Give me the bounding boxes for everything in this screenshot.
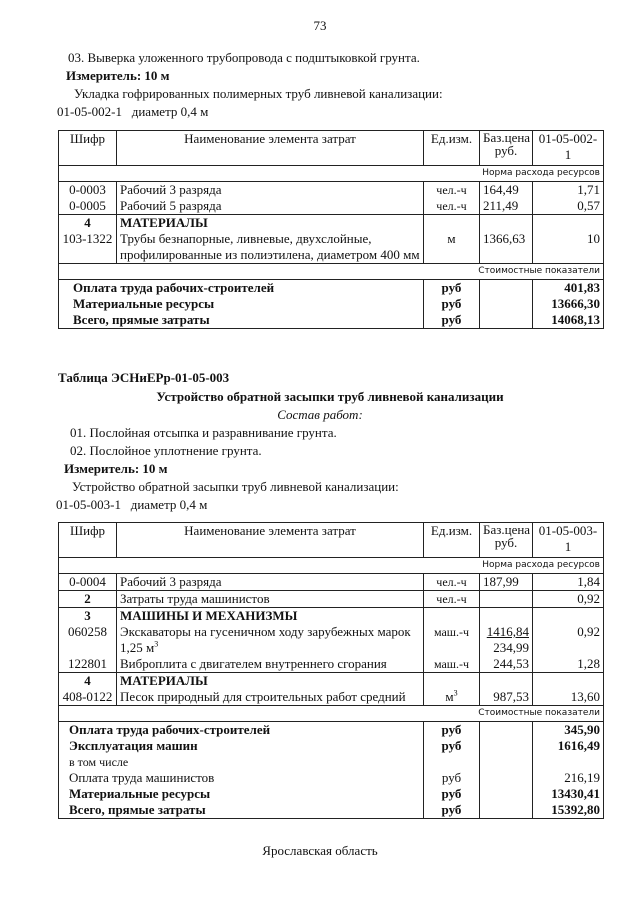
table-row — [59, 689, 604, 706]
row-value: 10 — [533, 231, 604, 264]
header-price-line2: руб. — [494, 143, 518, 158]
row-unit-base: м — [445, 689, 454, 704]
row-code: 122801 — [59, 656, 117, 673]
row-value: 1,28 — [533, 656, 604, 673]
summary-row — [59, 722, 604, 739]
superscript: 3 — [453, 688, 458, 698]
row-value: 1,71 — [533, 182, 604, 199]
row-unit: чел.-ч — [424, 182, 480, 199]
row-code: 2 — [59, 591, 117, 608]
row-unit: чел.-ч — [424, 198, 480, 215]
row-value: 13,60 — [533, 689, 604, 706]
superscript: 3 — [154, 639, 159, 649]
row-name: Рабочий 3 разряда — [117, 574, 424, 591]
row-unit — [424, 689, 480, 706]
row-name: Рабочий 5 разряда — [117, 198, 424, 215]
header-name: Наименование элемента затрат — [117, 131, 424, 166]
header-unit: Ед.изм. — [424, 523, 480, 558]
row-code: 408-0122 — [59, 689, 117, 706]
summary-unit: руб — [424, 786, 480, 802]
meter-label: Измеритель: 10 м — [64, 461, 168, 476]
summary-unit: руб — [424, 722, 480, 739]
summary-row — [59, 802, 604, 819]
header-price-line1: Баз.цена — [483, 522, 531, 537]
summary-value: 14068,13 — [533, 312, 604, 329]
row-name: Затраты труда машинистов — [117, 591, 424, 608]
summary-unit: руб — [424, 296, 480, 312]
table-row — [59, 656, 604, 673]
row-price: 987,53 — [480, 689, 533, 706]
summary-label: Оплата труда рабочих-строителей — [59, 722, 424, 739]
table-row — [59, 591, 604, 608]
header-price-line1: Баз.цена — [483, 130, 531, 145]
summary-value: 13666,30 — [533, 296, 604, 312]
row-name-line2: профилированные из полиэтилена, диаметром 400 мм — [120, 247, 420, 262]
row-code: 103-1322 — [59, 231, 117, 264]
row-name-line1: Трубы безнапорные, ливневые, двухслойные, — [120, 231, 372, 246]
section-description: Устройство обратной засыпки труб ливневой канализации: — [72, 479, 399, 494]
summary-value: 15392,80 — [533, 802, 604, 819]
header-norm-code: 01-05-002-1 — [533, 131, 604, 166]
table-row — [59, 624, 604, 656]
row-unit: маш.-ч — [424, 656, 480, 673]
row-price: 211,49 — [480, 198, 533, 215]
code-line: 01-05-003-1 диаметр 0,4 м — [56, 497, 208, 512]
row-value: 0,92 — [533, 591, 604, 608]
summary-label: Материальные ресурсы — [59, 296, 424, 312]
summary-value: 216,19 — [533, 770, 604, 786]
header-norm-code: 01-05-003-1 — [533, 523, 604, 558]
summary-row — [59, 280, 604, 297]
header-code: Шифр — [59, 523, 117, 558]
estimate-table-2 — [58, 522, 604, 819]
work-item: 03. Выверка уложенного трубопровода с подштыковкой грунта. — [68, 50, 420, 65]
page-number: 73 — [313, 18, 327, 33]
row-code: 0-0004 — [59, 574, 117, 591]
meter-label: Измеритель: 10 м — [66, 68, 170, 83]
row-price: 244,53 — [480, 656, 533, 673]
norm-label: Норма расхода ресурсов — [59, 558, 604, 574]
row-unit: чел.-ч — [424, 591, 480, 608]
summary-row — [59, 312, 604, 329]
summary-label: Оплата труда рабочих-строителей — [59, 280, 424, 297]
summary-unit — [424, 754, 480, 770]
group-name: МАТЕРИАЛЫ — [117, 215, 424, 232]
header-code: Шифр — [59, 131, 117, 166]
row-price: 187,99 — [480, 574, 533, 591]
row-unit: м — [424, 231, 480, 264]
group-row-materials — [59, 215, 604, 232]
row-price — [480, 591, 533, 608]
summary-label: Материальные ресурсы — [59, 786, 424, 802]
norm-label: Норма расхода ресурсов — [59, 166, 604, 182]
summary-label: Оплата труда машинистов — [59, 770, 424, 786]
table-row — [59, 198, 604, 215]
estimate-table-1 — [58, 130, 604, 329]
header-price-line2: руб. — [494, 535, 518, 550]
work-item: 01. Послойная отсыпка и разравнивание грунта. — [70, 425, 337, 440]
row-code: 060258 — [59, 624, 117, 656]
summary-unit: руб — [424, 738, 480, 754]
row-price-secondary: 234,99 — [493, 640, 529, 655]
code-line: 01-05-002-1 диаметр 0,4 м — [57, 104, 209, 119]
header-unit: Ед.изм. — [424, 131, 480, 166]
table-row — [59, 574, 604, 591]
row-name-line1: Экскаваторы на гусеничном ходу зарубежных марок — [120, 624, 411, 639]
summary-label: Всего, прямые затраты — [59, 802, 424, 819]
row-code: 0-0003 — [59, 182, 117, 199]
summary-label: в том числе — [59, 754, 424, 770]
row-name — [117, 624, 424, 656]
row-unit: маш.-ч — [424, 624, 480, 656]
cost-label: Стоимостные показатели — [59, 706, 604, 722]
group-code: 4 — [59, 215, 117, 232]
summary-row — [59, 296, 604, 312]
row-value: 1,84 — [533, 574, 604, 591]
row-name: Виброплита с двигателем внутреннего сгорания — [117, 656, 424, 673]
row-name — [117, 231, 424, 264]
group-code: 4 — [59, 673, 117, 690]
header-price — [480, 523, 533, 558]
summary-row — [59, 738, 604, 754]
group-name: МАШИНЫ И МЕХАНИЗМЫ — [117, 608, 424, 625]
footer-region: Ярославская область — [262, 843, 378, 858]
summary-label: Эксплуатация машин — [59, 738, 424, 754]
summary-unit: руб — [424, 770, 480, 786]
summary-value: 401,83 — [533, 280, 604, 297]
row-price: 1366,63 — [480, 231, 533, 264]
row-unit: чел.-ч — [424, 574, 480, 591]
summary-value: 13430,41 — [533, 786, 604, 802]
row-name: Рабочий 3 разряда — [117, 182, 424, 199]
group-row-machines — [59, 608, 604, 625]
row-price: 164,49 — [480, 182, 533, 199]
cost-label: Стоимостные показатели — [59, 264, 604, 280]
summary-value: 345,90 — [533, 722, 604, 739]
works-heading: Состав работ: — [277, 407, 363, 422]
group-row-materials — [59, 673, 604, 690]
summary-value — [533, 754, 604, 770]
group-code: 3 — [59, 608, 117, 625]
row-name-line2: 1,25 м — [120, 640, 155, 655]
row-value: 0,92 — [533, 624, 604, 656]
group-name: МАТЕРИАЛЫ — [117, 673, 424, 690]
row-price-main: 1416,84 — [486, 624, 529, 639]
header-price — [480, 131, 533, 166]
table-row — [59, 231, 604, 264]
summary-unit: руб — [424, 312, 480, 329]
section-title: Устройство обратной засыпки труб ливневой канализации — [156, 389, 504, 404]
table-id: Таблица ЭСНиЕРр-01-05-003 — [58, 370, 230, 385]
section-description: Укладка гофрированных полимерных труб ливневой канализации: — [74, 86, 443, 101]
summary-row — [59, 786, 604, 802]
row-name: Песок природный для строительных работ средний — [117, 689, 424, 706]
row-price — [480, 624, 533, 656]
row-value: 0,57 — [533, 198, 604, 215]
summary-label: Всего, прямые затраты — [59, 312, 424, 329]
header-name: Наименование элемента затрат — [117, 523, 424, 558]
row-code: 0-0005 — [59, 198, 117, 215]
summary-unit: руб — [424, 802, 480, 819]
summary-row — [59, 770, 604, 786]
summary-row — [59, 754, 604, 770]
table-row — [59, 182, 604, 199]
work-item: 02. Послойное уплотнение грунта. — [70, 443, 262, 458]
summary-value: 1616,49 — [533, 738, 604, 754]
summary-unit: руб — [424, 280, 480, 297]
